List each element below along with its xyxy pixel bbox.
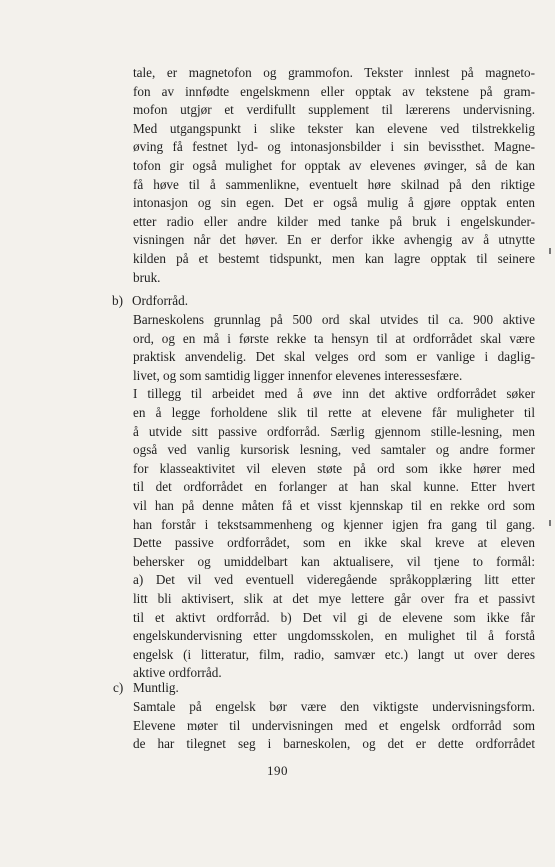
text-line: praktisk anvendelig. Det skal velges ord som er vanlige i daglig-: [133, 349, 535, 365]
text-line: få høve til å sammenlikne, eventuelt høre skilnad på den riktige: [133, 176, 535, 192]
text-line: engelskundervisning etter ungdomsskolen, en mulighet til å forstå: [133, 628, 535, 644]
text-line: Barneskolens grunnlag på 500 ord skal utvides til ca. 900 aktive: [133, 312, 535, 327]
text-line: Med utgangspunkt i slike tekster kan elevene ved tilstrekkelig: [133, 120, 535, 136]
text-line: øving få festnet lyd- og intonasjonsbilder i sin bevissthet. Magne-: [133, 139, 535, 155]
page-number: 190: [267, 763, 288, 778]
text-line: mofon utgjør et verdifullt supplement til lærerens undervisning.: [133, 102, 535, 118]
text-line: tofon gir også mulighet for opptak av elevenes øvinger, så de kan: [133, 157, 535, 173]
text-line: tale, er magnetofon og grammofon. Tekster innlest på magneto-: [133, 65, 535, 80]
text-line: behersker og umiddelbart kan aktualisere, vil tjene to formål:: [133, 553, 535, 569]
text-line: I tillegg til arbeidet med å øve inn det aktive ordforrådet søker: [133, 386, 535, 402]
paragraph-magnetofon: [133, 64, 535, 287]
text-line: a) Det vil ved eventuell videregående språkopplæring litt etter: [133, 572, 535, 588]
text-line: aktive ordforråd.: [133, 665, 222, 681]
text-line: en å legge forholdene slik til rette at elevene får muligheter til: [133, 404, 535, 420]
text-line: etter radio eller andre kilder med tanke på bruk i engelskunder-: [133, 213, 535, 229]
text-line: fon av innfødte engelskmenn eller opptak av tekstene på gram-: [133, 83, 535, 99]
text-line: visningen når det høver. En er derfor ikke avhengig av å utnytte: [133, 232, 535, 248]
section-c-title: Muntlig.: [133, 680, 179, 695]
text-line: til et aktivt ordforråd. b) Det vil gi de elevene som ikke får: [133, 609, 535, 625]
scan-edge-mark: [549, 248, 551, 254]
text-line: vil han på denne måten få et visst kjennskap til en rekke ord som: [133, 497, 535, 513]
text-line: Elevene møter til undervisningen med et engelsk ordforråd som: [133, 717, 535, 733]
section-c-marker: c): [113, 680, 124, 695]
text-line: han forstår i tekstsammenheng og kjenner igjen fra gang til gang.: [133, 516, 535, 532]
text-line: å utvide sitt passive ordforråd. Særlig gjennom stille-lesning, men: [133, 423, 535, 439]
scan-edge-mark: [549, 520, 551, 526]
text-line: Dette passive ordforrådet, som en ikke skal kreve at eleven: [133, 535, 535, 551]
paragraph-muntlig: [133, 698, 535, 754]
text-line: litt bli aktivisert, slik at det mye lettere går over fra et passivt: [133, 590, 535, 606]
text-line: kilden på et bestemt tidspunkt, men kan lagre opptak til seinere: [133, 250, 535, 266]
text-line: til det ordforrådet en forlanger at han skal kunne. Etter hvert: [133, 479, 535, 495]
section-c-heading: [113, 679, 179, 698]
section-b-marker: b): [112, 293, 123, 308]
text-line: engelsk (i litteratur, film, radio, samvær etc.) langt ut over deres: [133, 646, 535, 662]
text-line: bruk.: [133, 269, 161, 285]
text-line: intonasjon og sin egen. Det er også mulig å gjøre opptak enten: [133, 195, 535, 211]
section-b-title: Ordforråd.: [132, 293, 189, 308]
text-line: Samtale på engelsk bør være den viktigste undervisningsform.: [133, 699, 535, 714]
text-line: de har tilegnet seg i barneskolen, og det er dette ordforrådet: [133, 736, 535, 752]
text-line: ord, og en må i første rekke ta hensyn til at ordforrådet skal være: [133, 330, 535, 346]
text-line: for klasseaktivitet vil eleven støte på ord som ikke hører med: [133, 460, 535, 476]
text-line: livet, og som samtidig ligger innenfor elevenes interessesfære.: [133, 367, 463, 383]
text-line: også ved vanlig kursorisk lesning, ved samtaler og andre former: [133, 442, 535, 458]
paragraph-ordforrad: [133, 311, 535, 683]
section-b-heading: [112, 292, 188, 311]
